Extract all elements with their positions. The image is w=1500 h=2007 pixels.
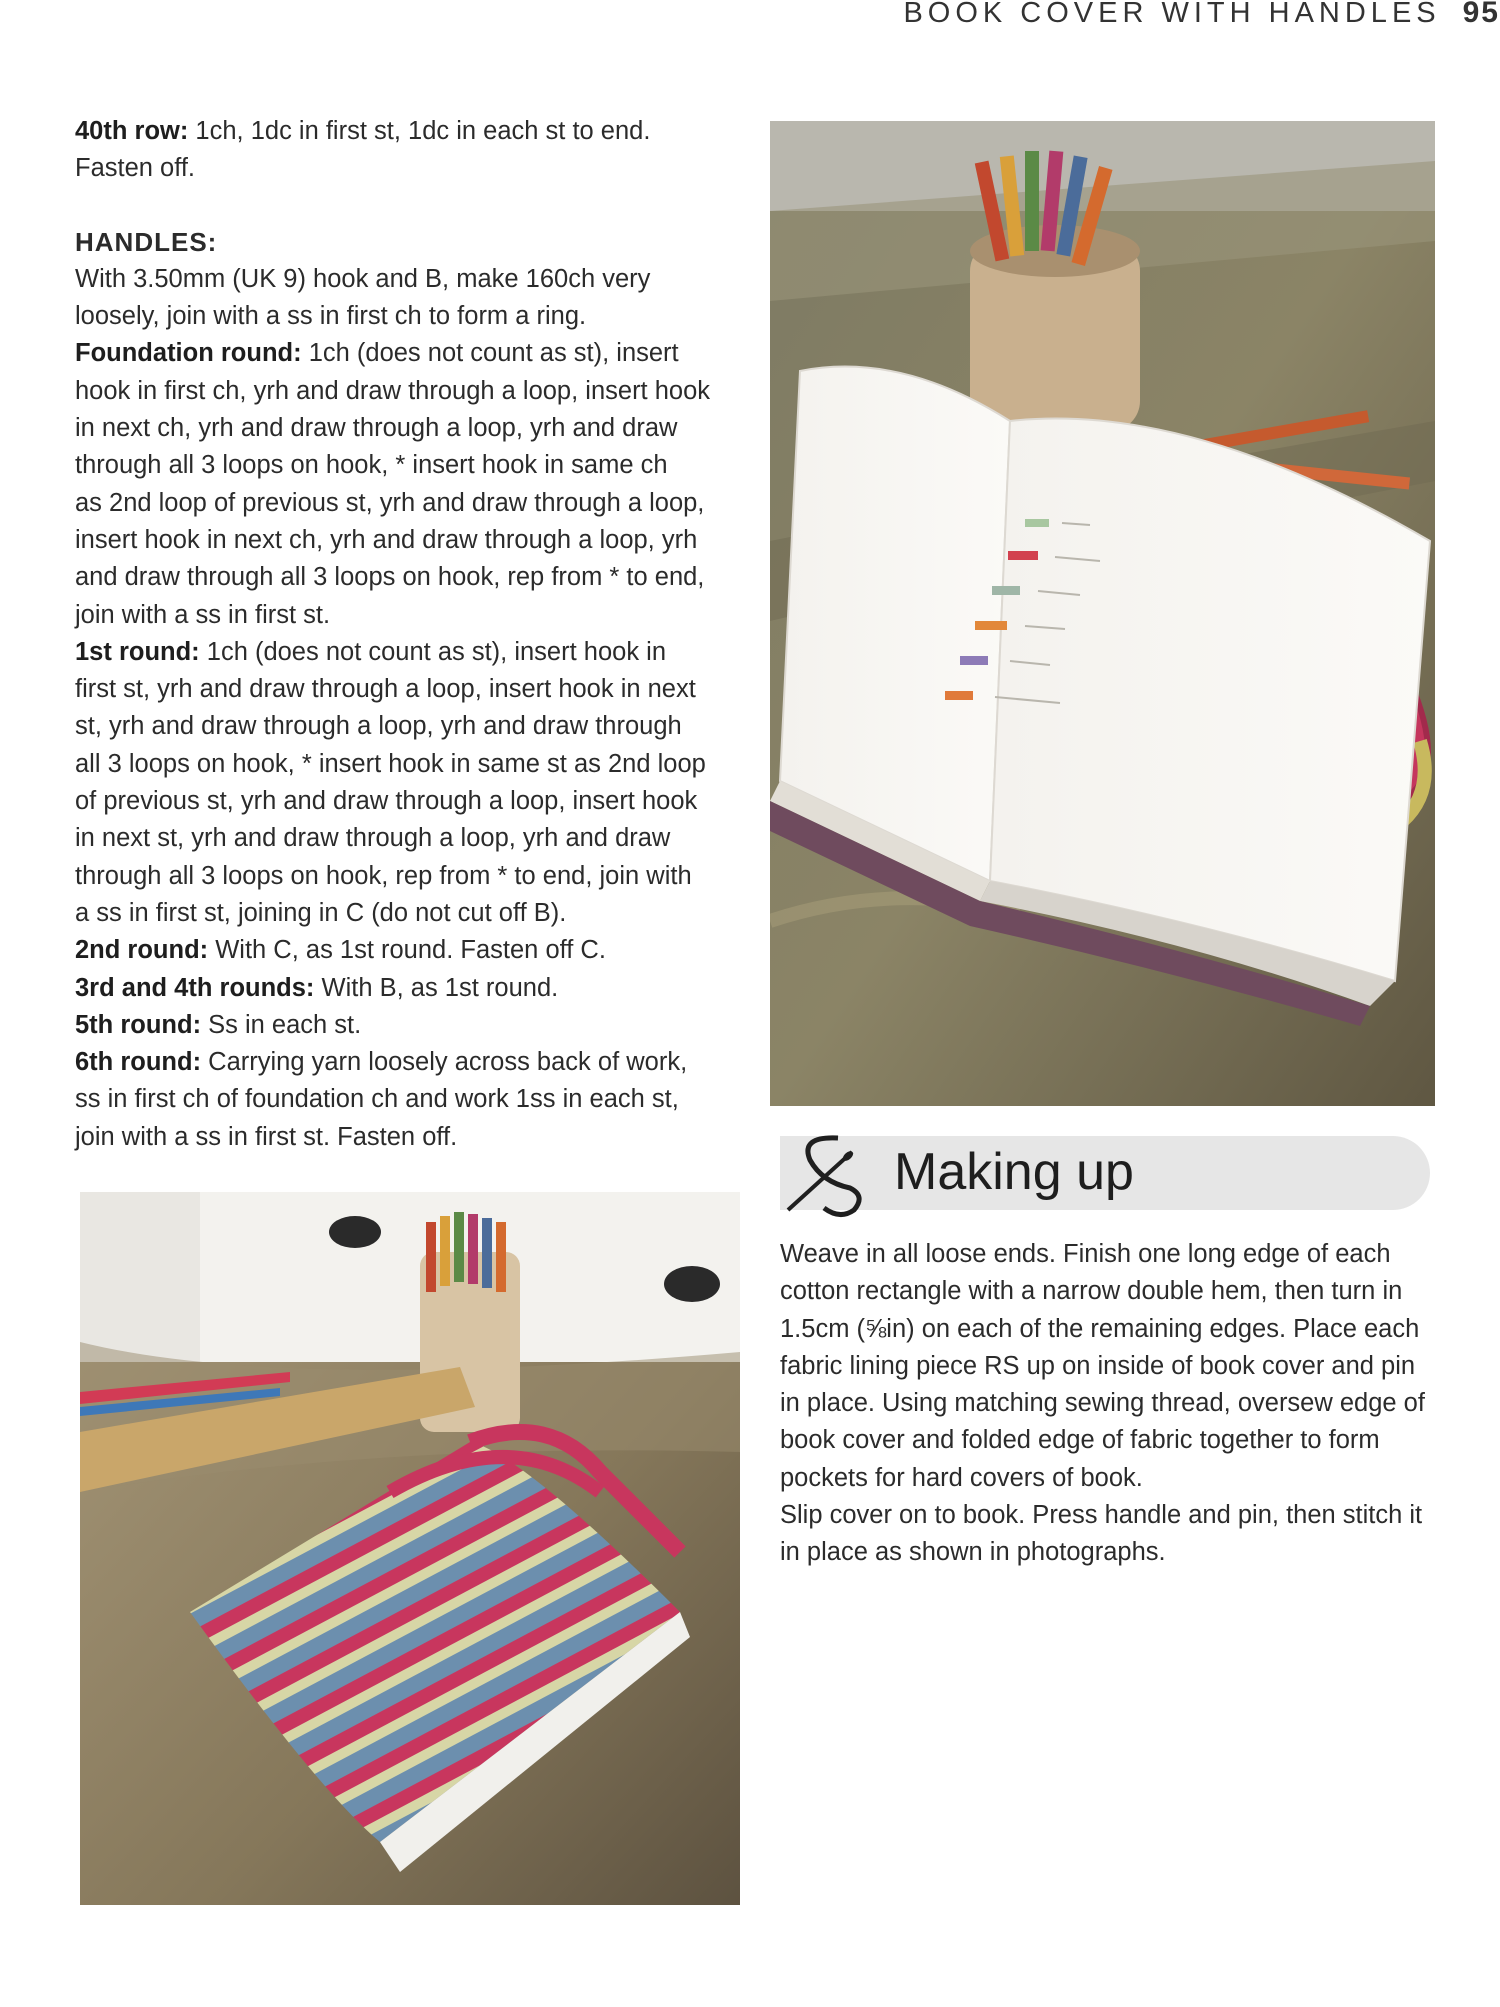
making-up-line-7: pockets for hard covers of book.: [780, 1463, 1143, 1492]
making-up-line-4: fabric lining piece RS up on inside of book cover and pin: [780, 1351, 1416, 1380]
foundation-round-line-2: hook in first ch, yrh and draw through a loop, insert hook: [75, 376, 711, 405]
making-up-text: [780, 1236, 1440, 1572]
round-1-line-6: in next st, yrh and draw through a loop, yrh and draw: [75, 824, 671, 853]
making-up-line-1: Weave in all loose ends. Finish one long edge of each: [780, 1240, 1391, 1268]
handles-heading: HANDLES:: [75, 226, 218, 257]
round-1-line-3: st, yrh and draw through a loop, yrh and draw through: [75, 712, 682, 741]
round-6-line-2: ss in first ch of foundation ch and work 1ss in each st,: [75, 1085, 679, 1114]
running-head-title: BOOK COVER WITH HANDLES: [903, 0, 1441, 29]
page-number: 95: [1462, 0, 1500, 29]
round-1-line-8: a ss in first st, joining in C (do not cut off B).: [75, 898, 567, 927]
round-2-instruction: 2nd round: With C, as 1st round. Fasten off C.: [75, 936, 606, 965]
round-5-instruction: 5th round: Ss in each st.: [75, 1010, 362, 1039]
foundation-round-line-3: in next ch, yrh and draw through a loop, yrh and draw: [75, 414, 678, 443]
crochet-cover-illustration: [80, 1192, 740, 1905]
round-6-line-3: join with a ss in first st. Fasten off.: [75, 1122, 458, 1151]
round-1-line-7: through all 3 loops on hook, rep from * to end, join with: [75, 861, 692, 890]
making-up-line-9: in place as shown in photographs.: [780, 1538, 1166, 1567]
round-1-line-1: 1st round: 1ch (does not count as st), insert hook in: [75, 637, 667, 666]
round-1-line-5: of previous st, yrh and draw through a loop, insert hook: [75, 787, 698, 816]
round-6-line-1: 6th round: Carrying yarn loosely across back of work,: [75, 1048, 688, 1077]
round-1-line-2: first st, yrh and draw through a loop, insert hook in next: [75, 675, 696, 704]
foundation-round-line-4: through all 3 loops on hook, * insert hook in same ch: [75, 451, 668, 480]
needle-and-thread-icon: [780, 1130, 880, 1220]
foundation-round-line-6: insert hook in next ch, yrh and draw through a loop, yrh: [75, 525, 698, 554]
foundation-round-line-7: and draw through all 3 loops on hook, rep from * to end,: [75, 563, 705, 592]
foundation-round-line-5: as 2nd loop of previous st, yrh and draw through a loop,: [75, 488, 705, 517]
row-40-instruction: 40th row: 1ch, 1dc in first st, 1dc in each st to end.: [75, 117, 651, 145]
making-up-line-6: book cover and folded edge of fabric together to form: [780, 1426, 1380, 1455]
making-up-title: Making up: [894, 1143, 1134, 1201]
row-40-label: 40th row:: [75, 117, 189, 145]
foundation-round-line-1: Foundation round: 1ch (does not count as st), insert: [75, 339, 679, 368]
row-40-continuation: Fasten off.: [75, 154, 196, 183]
crochet-cover-photo: [80, 1192, 740, 1905]
making-up-line-8: Slip cover on to book. Press handle and pin, then stitch it: [780, 1501, 1423, 1530]
making-up-line-5: in place. Using matching sewing thread, oversew edge of: [780, 1389, 1425, 1418]
making-up-line-3: 1.5cm (⅝in) on each of the remaining edges. Place each: [780, 1314, 1420, 1343]
foundation-round-line-8: join with a ss in first st.: [75, 600, 331, 629]
making-up-line-2: cotton rectangle with a narrow double hem, then turn in: [780, 1277, 1403, 1306]
running-head: [860, 0, 1500, 30]
open-book-illustration: [770, 121, 1435, 1106]
round-1-line-4: all 3 loops on hook, * insert hook in same st as 2nd loop: [75, 749, 706, 778]
round-3-4-instruction: 3rd and 4th rounds: With B, as 1st round.: [75, 973, 559, 1002]
open-book-photo: [770, 121, 1435, 1106]
handles-intro-line-1: With 3.50mm (UK 9) hook and B, make 160ch very: [75, 264, 651, 293]
handles-intro-line-2: loosely, join with a ss in first ch to form a ring.: [75, 302, 587, 331]
pattern-text-column: [75, 113, 745, 1156]
